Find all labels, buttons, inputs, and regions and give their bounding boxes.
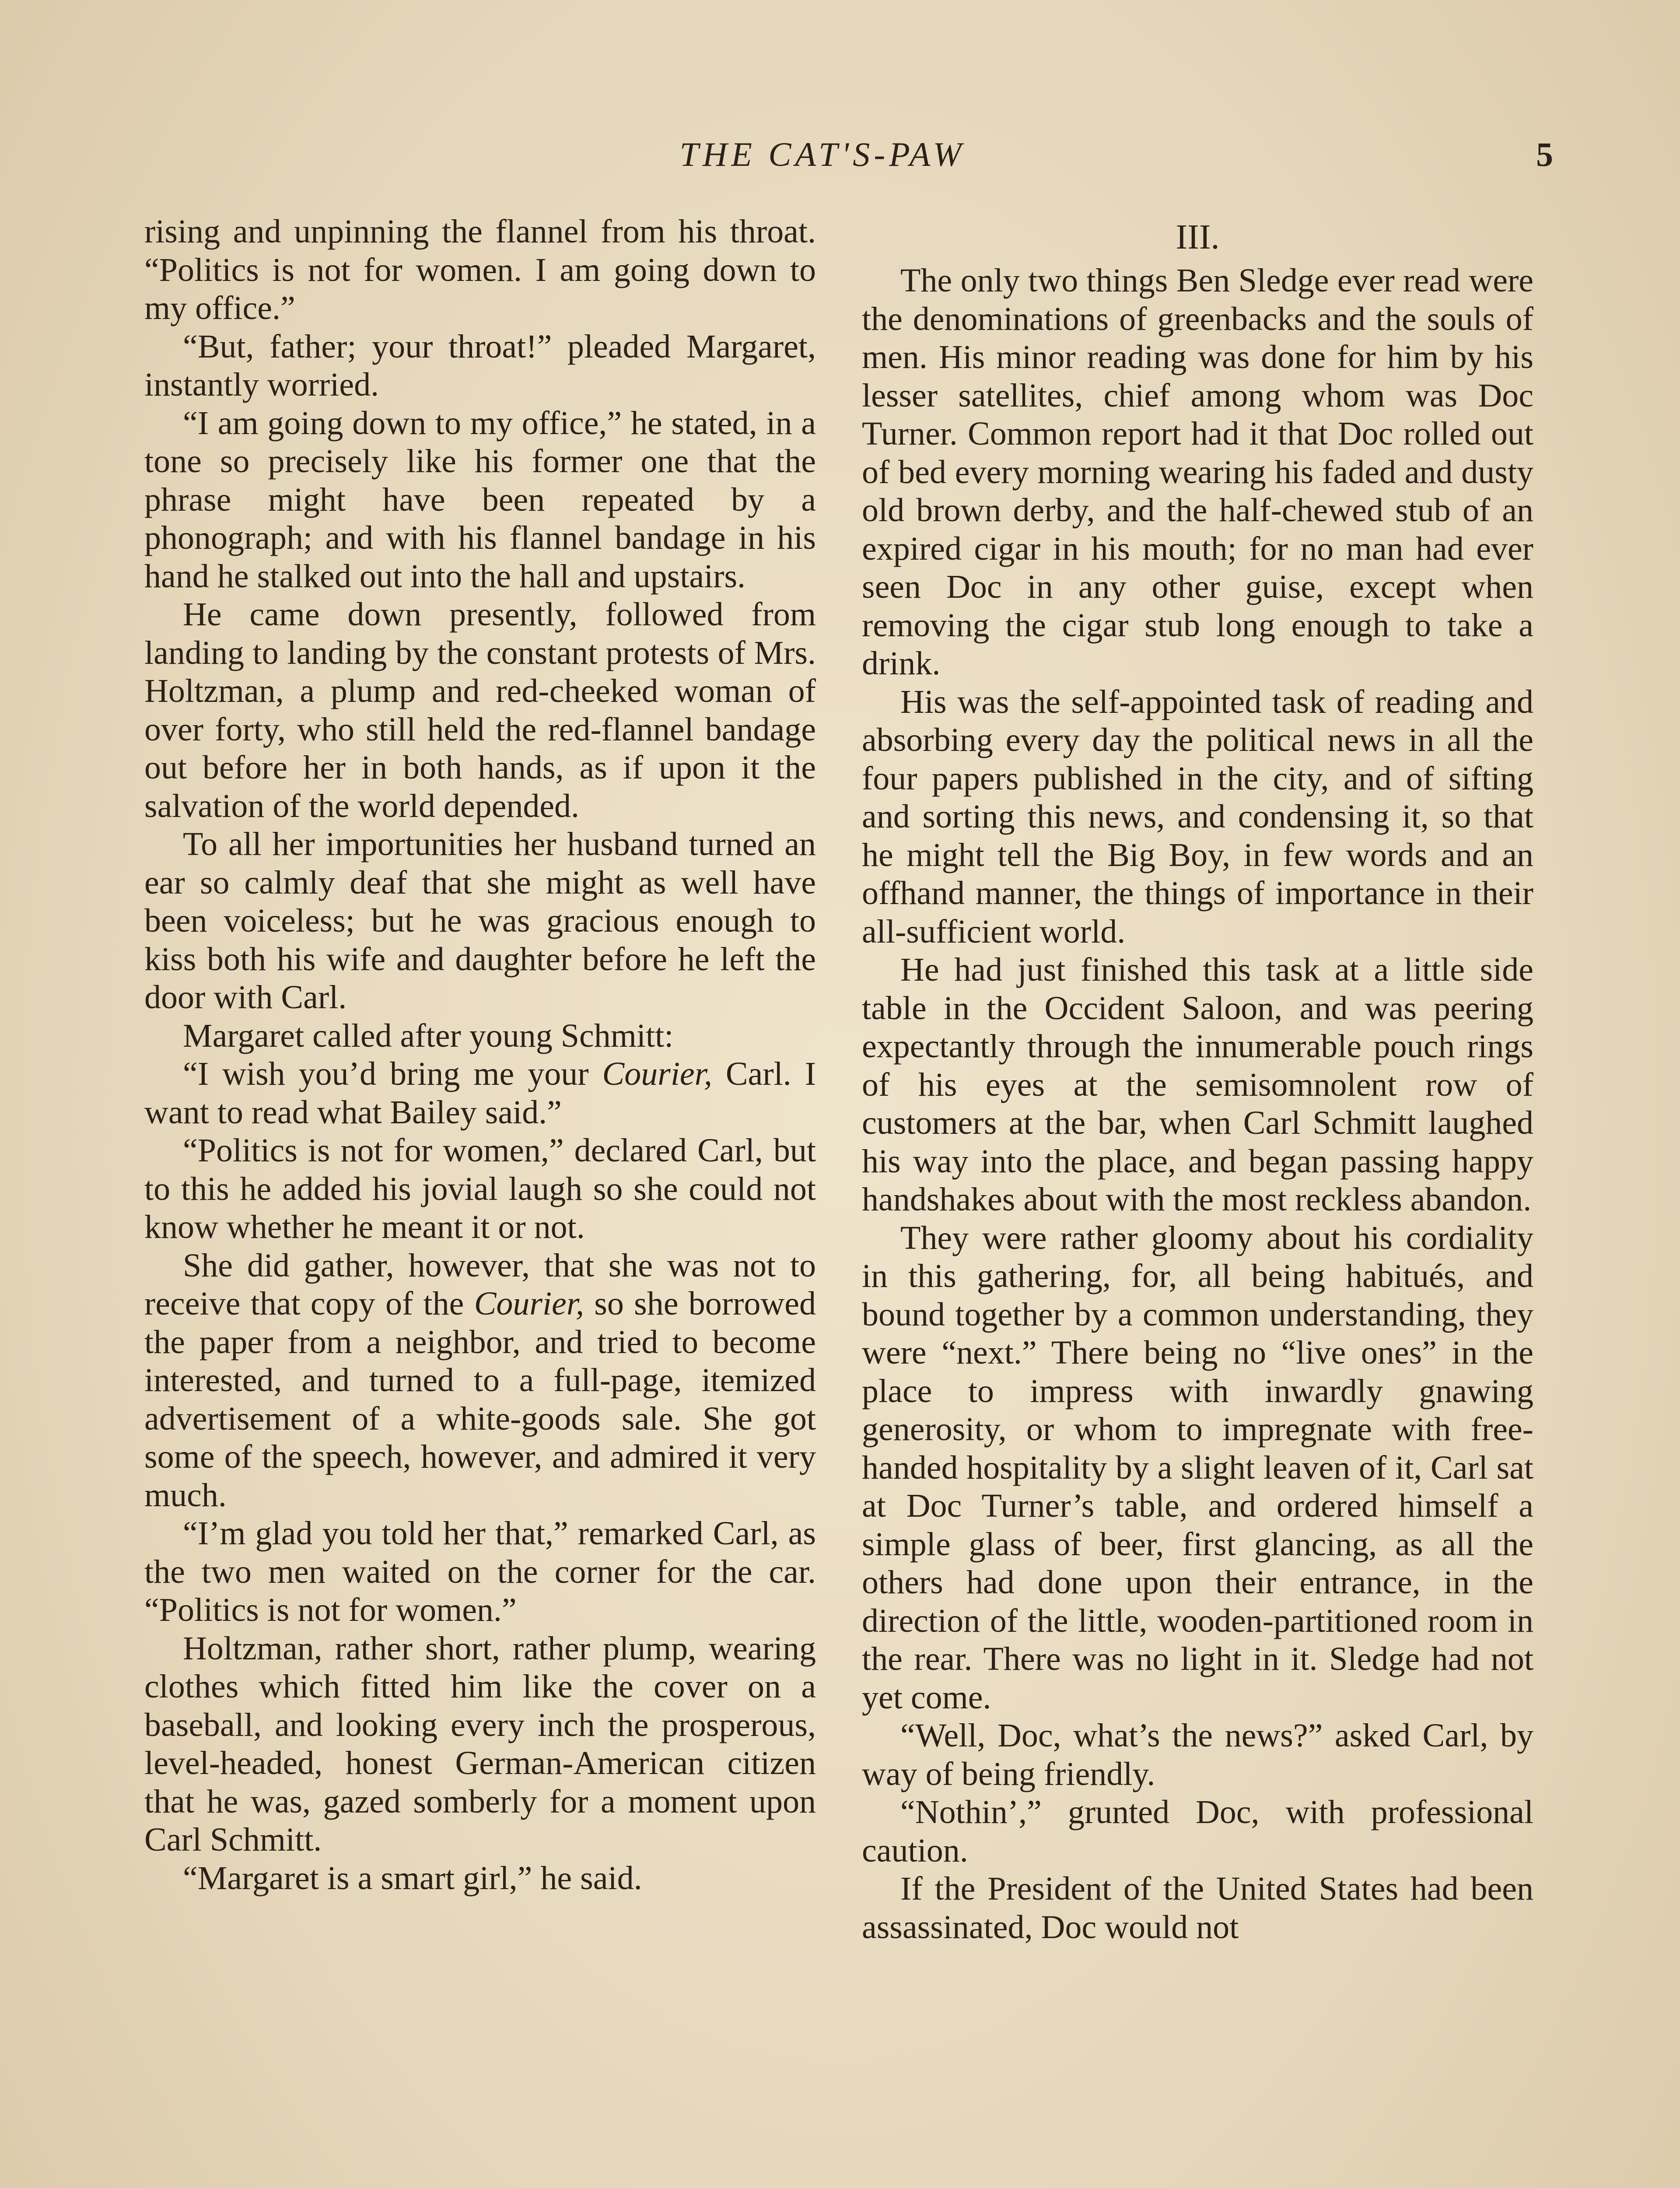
paragraph: “Margaret is a smart girl,” he said. xyxy=(183,1859,642,1897)
paragraph: “Well, Doc, what’s the news?” asked Carl, by way of being friendly. xyxy=(862,1717,1533,1792)
paragraph-text: Carl. I want to read what Bailey said.” xyxy=(144,1055,816,1131)
paragraph: He had just finished this task at a little side table in the Occident Saloon, and was peering expectantly through the innumerable pouch rings of his eyes at the semisomnolent row of customers at the bar, when Carl Schmitt laughed his way into the place, and began passing happy handshakes about with the most reckless abandon. xyxy=(862,951,1533,1218)
paragraph: To all her importunities her husband turned an ear so calmly deaf that she might as well have been voiceless; but he was gracious enough to kiss both his wife and daughter before he left the door with Carl. xyxy=(144,826,816,1016)
paragraph: “Politics is not for women,” declared Carl, but to this he added his jovial laugh so she could not know whether he meant it or not. xyxy=(144,1132,816,1245)
newspaper-name: Courier, xyxy=(474,1285,584,1322)
paragraph: rising and unpinning the flannel from his throat. “Politics is not for women. I am going down to my office.” xyxy=(144,213,816,326)
right-column xyxy=(862,213,1533,1946)
paragraph: If the President of the United States had been assassinated, Doc would not xyxy=(862,1870,1533,1946)
left-column xyxy=(144,213,816,1897)
paragraph: Holtzman, rather short, rather plump, wearing clothes which fitted him like the cover on a baseball, and looking every inch the prosperous, level-headed, honest German-American citizen that he was, gazed somberly for a moment upon Carl Schmitt. xyxy=(144,1630,816,1858)
paragraph: The only two things Ben Sledge ever read were the denominations of greenbacks and the souls of men. His minor reading was done for him by his lesser satellites, chief among whom was Doc Turner. Common report had it that Doc rolled out of bed every morning wearing his faded and dusty old brown derby, and the half-chewed stub of an expired cigar in his mouth; for no man had ever seen Doc in any other guise, except when removing the cigar stub long enough to take a drink. xyxy=(862,262,1533,682)
page-number: 5 xyxy=(1536,135,1553,173)
paragraph: “I’m glad you told her that,” remarked Carl, as the two men waited on the corner for the car. “Politics is not for women.” xyxy=(144,1515,816,1628)
paragraph-text: so she borrowed the paper from a neighbor, and tried to become interested, and turned to a full-page, itemized advertisement of a white-goods sale. She got some of the speech, however, and admired it very much. xyxy=(144,1285,816,1514)
paragraph: His was the self-appointed task of reading and absorbing every day the political news in all the four papers published in the city, and of sifting and sorting this news, and condensing it, so that he might tell the Big Boy, in few words and an offhand manner, the things of importance in their all-sufficient world. xyxy=(862,683,1533,950)
paragraph: Margaret called after young Schmitt: xyxy=(183,1017,674,1054)
paragraph: “I am going down to my office,” he stated, in a tone so precisely like his former one that the phrase might have been repeated by a phonograph; and with his flannel bandage in his hand he stalked out into the hall and upstairs. xyxy=(144,404,816,595)
paragraph xyxy=(144,1055,816,1132)
paragraph-text: She did gather, however, that she was not to receive that copy of the xyxy=(144,1247,816,1322)
running-title: THE CAT'S-PAW xyxy=(679,135,966,173)
paragraph: “Nothin’,” grunted Doc, with professional caution. xyxy=(862,1794,1533,1869)
newspaper-name: Courier, xyxy=(602,1055,712,1092)
paragraph: They were rather gloomy about his cordiality in this gathering, for, all being habitués, and bound together by a common understanding, they were “next.” There being no “live ones” in the place to impress with inwardly gnawing generosity, or whom to impregnate with free-handed hospitality by a slight leaven of it, Carl sat at Doc Turner’s table, and ordered himself a simple glass of beer, first glancing, as all the others had done upon their entrance, in the direction of the little, wooden-partitioned room in the rear. There was no light in it. Sledge had not yet come. xyxy=(862,1219,1533,1716)
paragraph-text: “I wish you’d bring me your xyxy=(183,1055,602,1092)
paragraph: He came down presently, followed from landing to landing by the constant protests of Mrs. Holtzman, a plump and red-cheeked woman of over forty, who still held the red-flannel bandage out before her in both hands, as if upon it the salvation of the world depended. xyxy=(144,596,816,824)
running-header xyxy=(0,130,1680,179)
paragraph xyxy=(144,1247,816,1515)
section-heading: III. xyxy=(1176,218,1220,256)
paragraph: “But, father; your throat!” pleaded Margaret, instantly worried. xyxy=(144,328,816,403)
